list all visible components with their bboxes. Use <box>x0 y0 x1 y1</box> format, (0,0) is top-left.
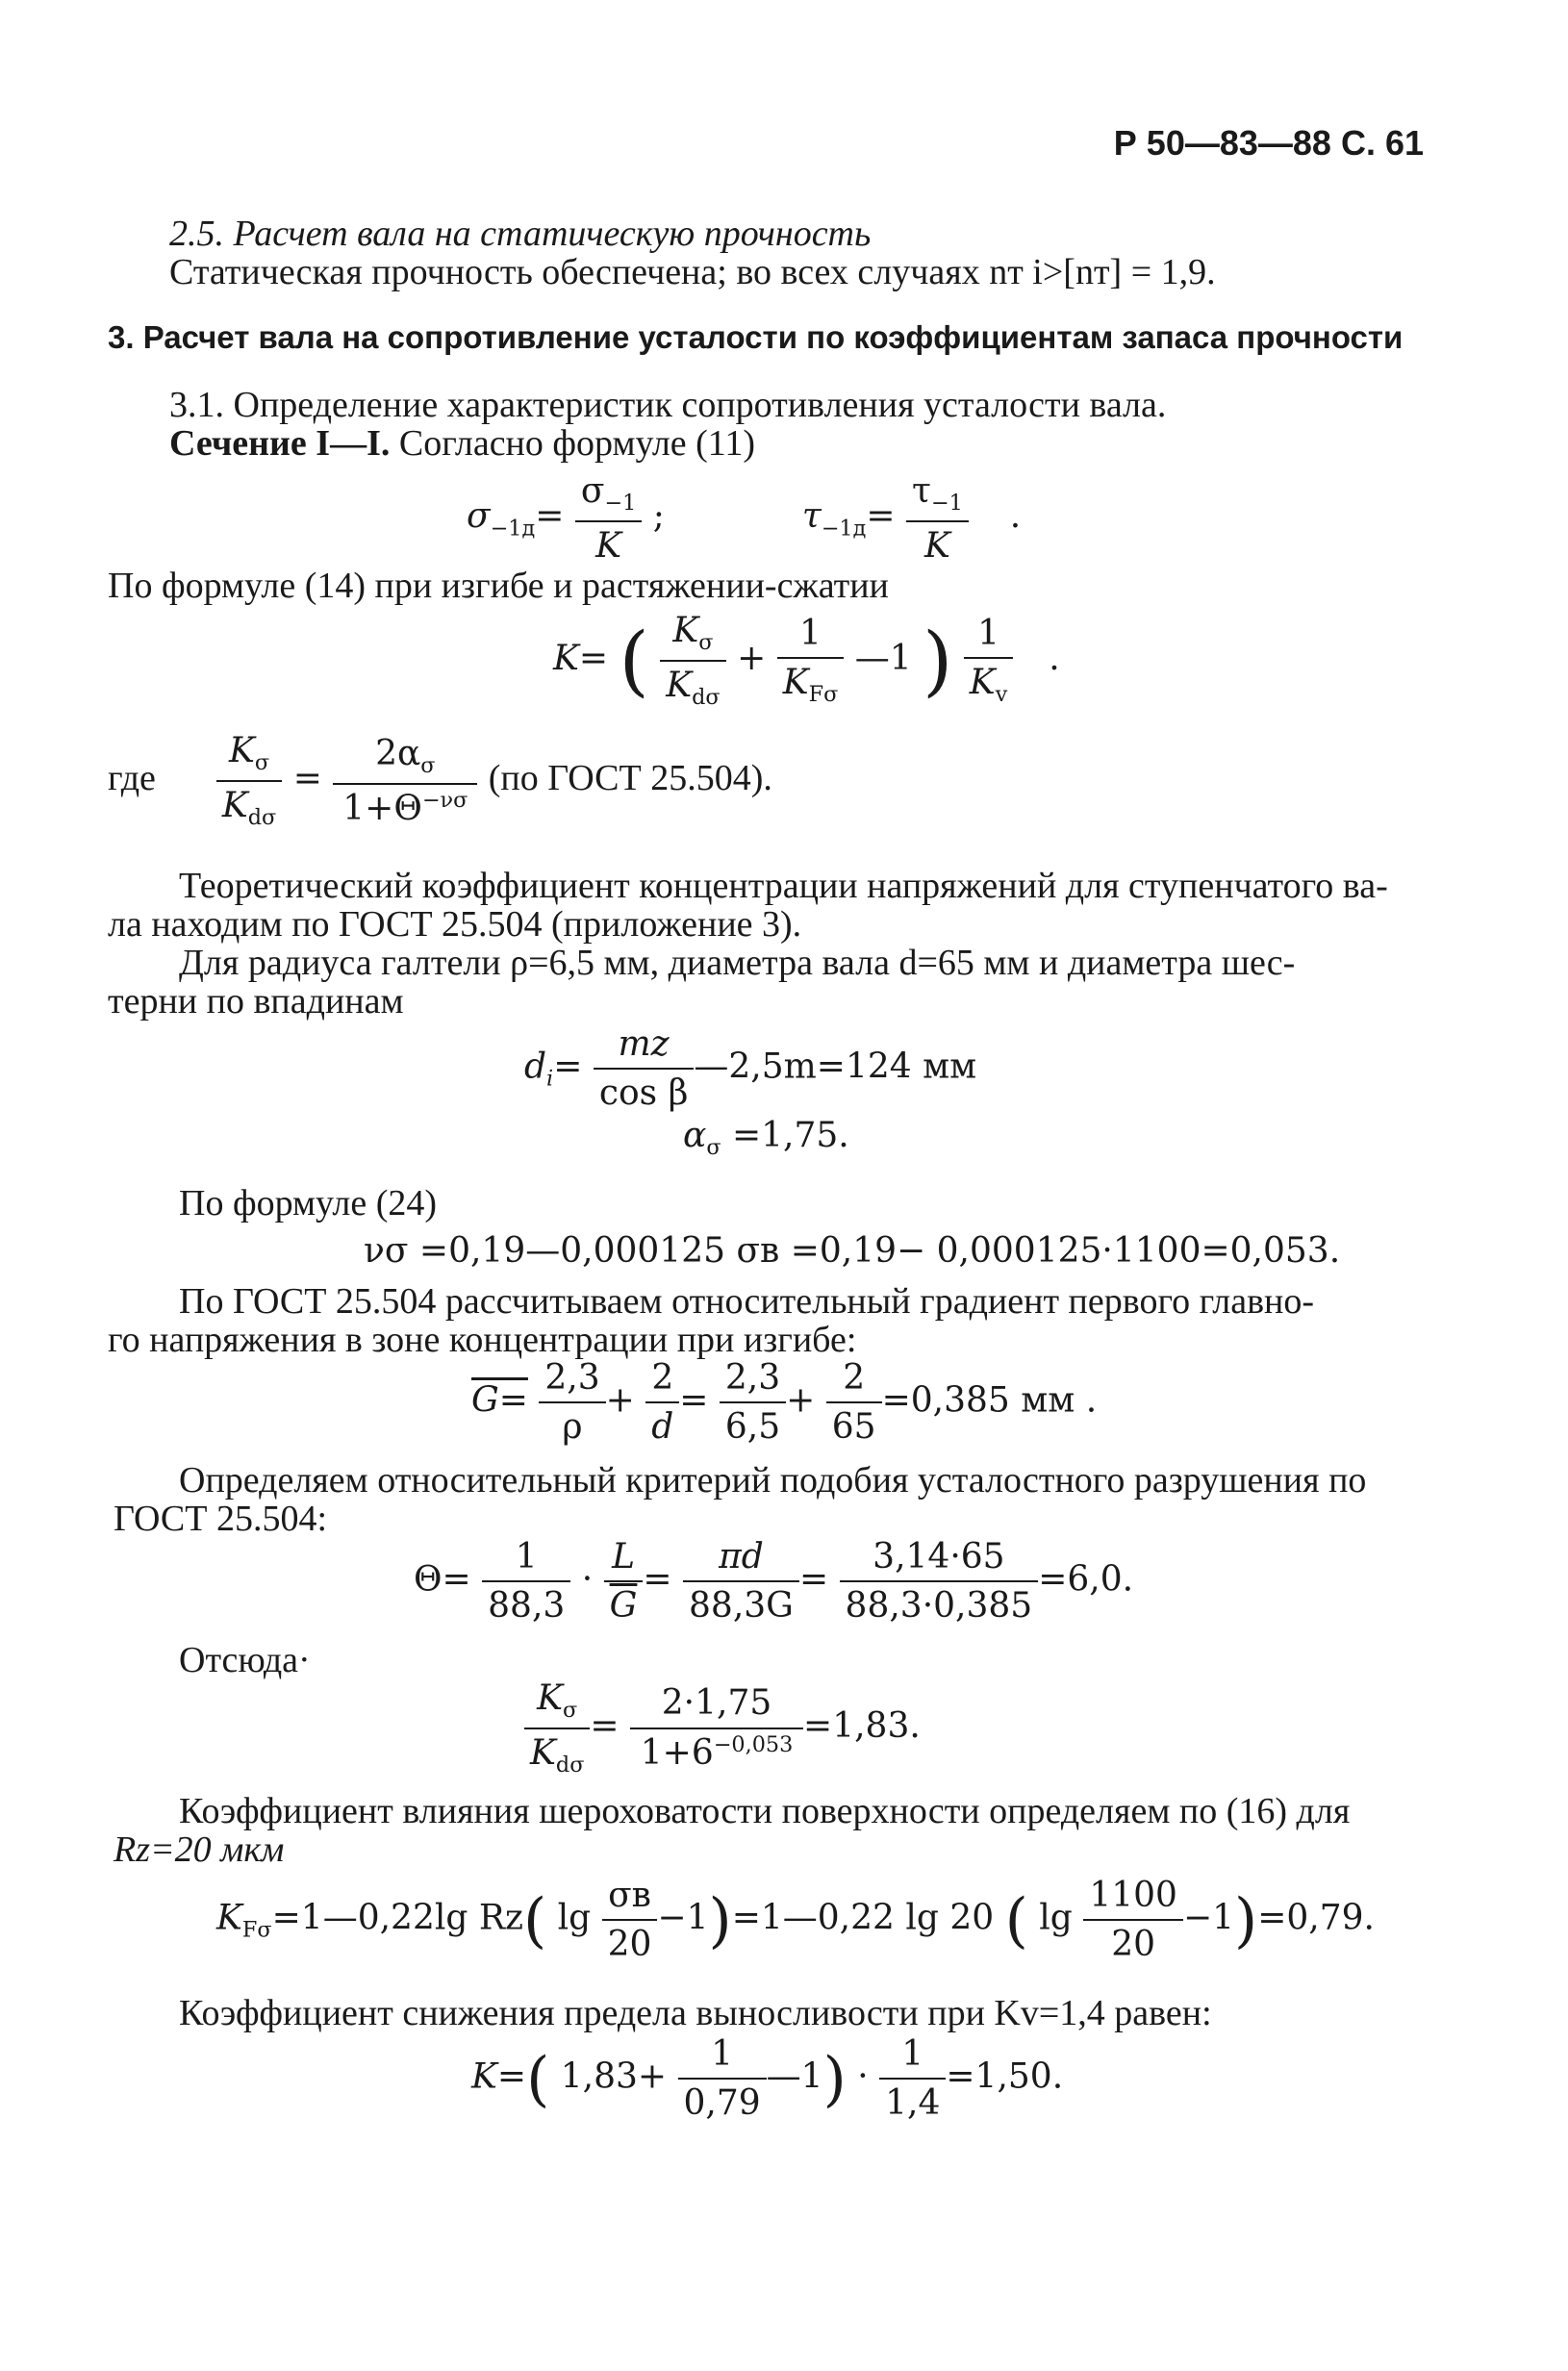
section-2-5-text: Статическая прочность обеспечена; во всех случаях nт i>[nт] = 1,9. <box>169 252 1216 292</box>
para-theoretical-1: Теоретический коэффициент концентрации напряжений для ступенчатого ва- <box>179 866 1388 906</box>
formula-g: G= $\frac{2,3}{\rho}$ + $\frac{2}{d}$ = $\frac{2,3}{6,5}$ + $\frac{2}{65}$ =0,385 мм . <box>471 1358 1098 1448</box>
formula-where: где $\frac{K_\sigma}{K_{d\sigma}}$ = $\frac{2\alpha_\sigma}{1+\Theta^{-\nu\sigma}}$ (по ГОСТ 25.504). <box>108 731 772 831</box>
fraction-tau: $\frac{\tau_{-1}}{K}$ <box>906 471 969 566</box>
fraction-sigma: $\frac{\sigma_{-1}}{K}$ <box>575 471 642 566</box>
formula-theta: Θ= $\frac{1}{88,3}$ · $\frac{L}{G}$ = $\frac{\pi d}{88,3G}$ = $\frac{3,14\cdot 65}{88,3\cdot 0,385}$ =6,0. <box>414 1537 1134 1627</box>
formula-di: $d_i=$ $\frac{mz}{\text{cos β}}$ —2,5m=124 мм <box>524 1024 977 1114</box>
formula-k-main: K= ( $\frac{K_\sigma}{K_{d\sigma}}$ + $\frac{1}{K_{F\sigma}}$ —1 ) $\frac{1}{K_v}$ . <box>553 611 1060 711</box>
formula-alpha: $\alpha_\sigma =1,75$. <box>683 1116 849 1161</box>
text-formula-24: По формуле (24) <box>179 1183 438 1223</box>
para-criterion-2: ГОСТ 25.504: <box>114 1499 328 1539</box>
para-roughness-2: Rz=20 мкм <box>114 1829 285 1870</box>
section-2-5-title: 2.5. Расчет вала на статическую прочность <box>169 214 872 254</box>
formula-nu: νσ =0,19—0,000125 σв =0,19− 0,000125·1100=0,053. <box>364 1231 1341 1271</box>
section-3-1-title: 3.1. Определение характеристик сопротивления усталости вала. <box>169 385 1167 425</box>
text-hence: Отсюда· <box>179 1640 311 1680</box>
formula-kf: $K_{F\sigma}=1—0,22\lg$ Rz( lg $\frac{\sigma в}{20}$ −1)=1—0,22 lg 20 ( lg $\frac{1100}{20}$ −1)=0,79. <box>216 1876 1375 1965</box>
para-radius-2: терни по впадинам <box>108 981 404 1022</box>
para-theoretical-2: ла находим по ГОСТ 25.504 (приложение 3). <box>108 904 802 945</box>
para-radius-1: Для радиуса галтели ρ=6,5 мм, диаметра вала d=65 мм и диаметра шес- <box>179 943 1296 983</box>
formula-sigma-tau: $\sigma_{-1д}=$ $\frac{\sigma_{-1}}{K}$ ; $\tau_{-1д}=$ $\frac{\tau_{-1}}{K}$ . <box>467 471 1022 566</box>
para-criterion-1: Определяем относительный критерий подобия усталостного разрушения по <box>179 1460 1367 1501</box>
section-3-heading: 3. Расчет вала на сопротивление усталости по коэффициентам запаса прочности <box>108 319 1404 355</box>
para-roughness-1: Коэффициент влияния шероховатости поверхности определяем по (16) для <box>179 1791 1351 1831</box>
para-gradient-1: По ГОСТ 25.504 рассчитываем относительный градиент первого главно- <box>179 1281 1315 1322</box>
formula-ratio: $\frac{K_\sigma}{K_{d\sigma}}$ = $\frac{2\cdot 1,75}{1+6^{-0,053}}$ =1,83. <box>524 1678 921 1778</box>
formula-final: K=( 1,83+ $\frac{1}{0,79}$ —1) · $\frac{1}{1,4}$ =1,50. <box>471 2034 1064 2124</box>
section-3-1-line <box>169 423 755 466</box>
para-gradient-2: го напряжения в зоне концентрации при изгибе: <box>108 1320 857 1360</box>
text-formula-14: По формуле (14) при изгибе и растяжении-сжатии <box>108 566 889 606</box>
section-label: Сечение I—I. <box>169 423 391 464</box>
formula-ref: Согласно формуле (11) <box>398 423 756 464</box>
para-reduction: Коэффициент снижения предела выносливости при Kv=1,4 равен: <box>179 1993 1212 2033</box>
page-header: Р 50—83—88 С. 61 <box>1113 123 1424 163</box>
